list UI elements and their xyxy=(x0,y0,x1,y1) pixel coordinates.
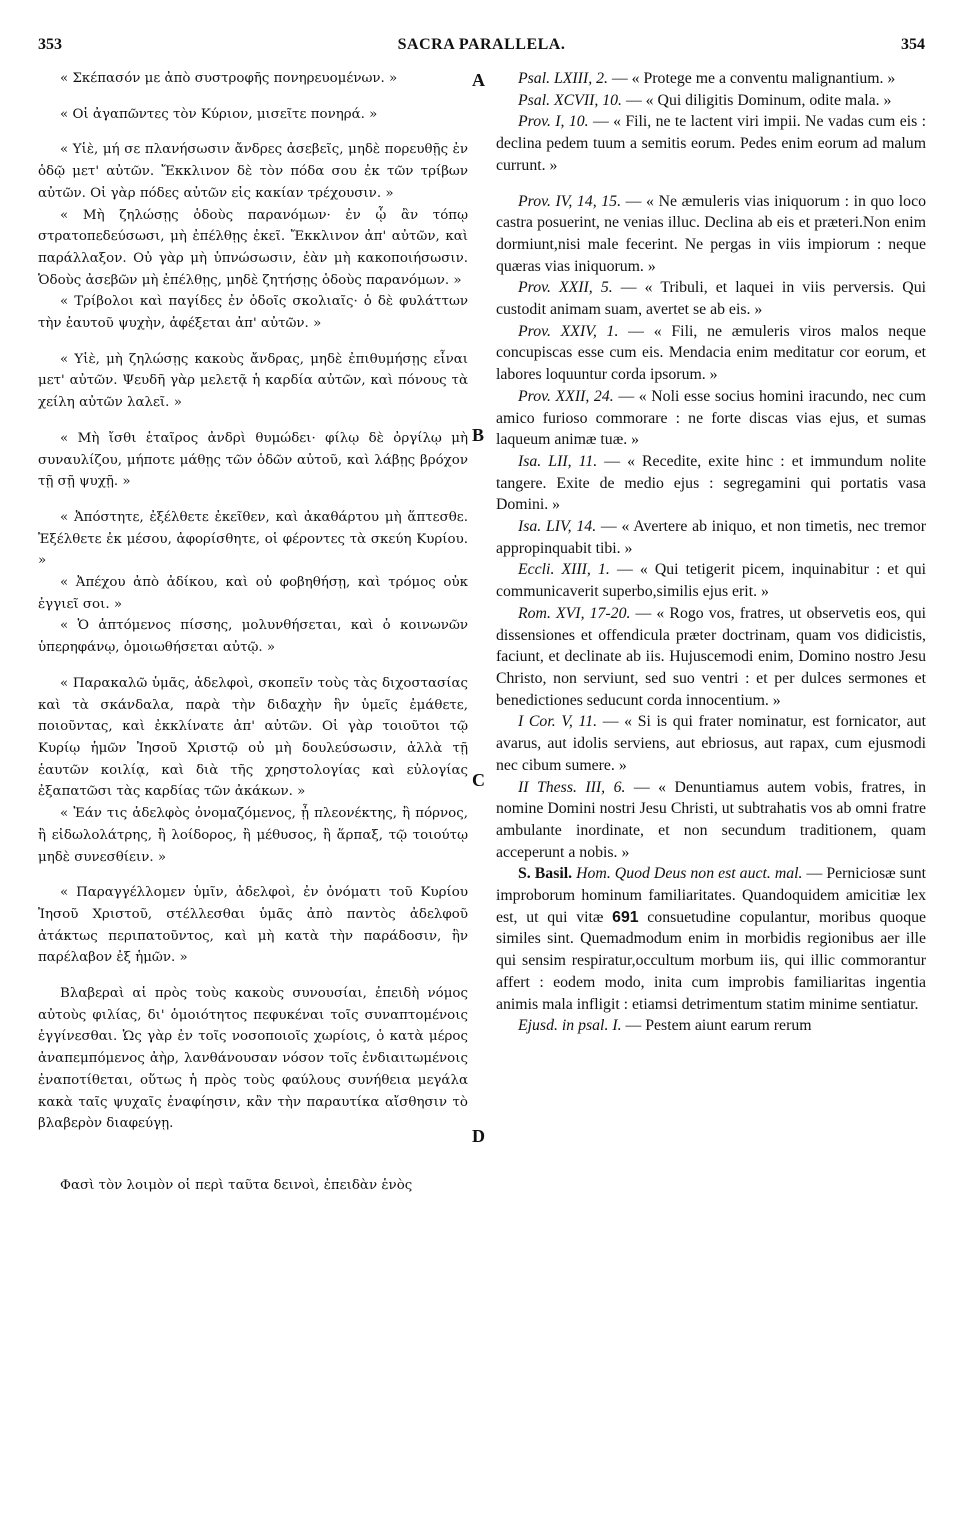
latin-text: consuetudine copulantur, moribus quoque similes sint. Quemadmodum enim in morbidis regionibus aer ille qui sensim respiratur,occultum morbum iis, qui illic commorantur affert : eodem modo, inita cum improbis familiaritas ingentia animis mala infligit : etiamsi detrimentum statim minime sentiatur. xyxy=(496,908,927,1013)
greek-paragraph: « Υἱὲ, μὴ ζηλώσῃς κακοὺς ἄνδρας, μηδὲ ἐπιθυμήσῃς εἶναι μετ' αὐτῶν. Ψευδῆ γὰρ μελετᾷ ἡ καρδία αὐτῶν, καὶ πόνους τὰ χείλη αὐτῶν λαλεῖ. » xyxy=(38,351,468,411)
latin-entry xyxy=(496,111,926,176)
latin-text: — « Fili, ne æmuleris viros malos neque concupiscas esse cum eis. Mendacia enim meditatur cor eorum, et labores loquuntur corda ipsorum. » xyxy=(496,322,926,384)
greek-paragraph: Βλαβεραὶ αἱ πρὸς τοὺς κακοὺς συνουσίαι, ἐπειδὴ νόμος αὐτοὺς φιλίας, δι' ὁμοιότητος πεφυκέναι τοῖς συναπτομένοις ἐγγίνεσθαι. Ὡς γὰρ ἐν τοῖς νοσοποιοῖς χωρίοις, ὁ κατὰ μέρος ἀναπεμπόμενος ἀὴρ, λανθάνουσαν νόσον τοῖς ἐνδιαιτωμένοις ἐναποτίθεται, οὕτως ἡ πρὸς τοὺς φαύλους συνήθεια μεγάλα κακὰ ταῖς ψυχαῖς ἐναφίησιν, κἂν τὴν παραυτίκα αἴσθησιν τὸ βλαβερὸν διαφεύγῃ. xyxy=(38,986,468,1132)
greek-paragraph: « Ἀπόστητε, ἐξέλθετε ἐκεῖθεν, καὶ ἀκαθάρτου μὴ ἅπτεσθε. Ἐξέλθετε ἐκ μέσου, ἀφορίσθητε, οἱ φέροντες τὰ σκεύη Κυρίου. » xyxy=(38,509,468,569)
greek-paragraph: « Παραγγέλλομεν ὑμῖν, ἀδελφοὶ, ἐν ὀνόματι τοῦ Κυρίου Ἰησοῦ Χριστοῦ, στέλλεσθαι ὑμᾶς ἀπὸ παντὸς ἀδελφοῦ ἀτάκτως περιπατοῦντος, καὶ μὴ κατὰ τὴν παράδοσιν, ἣν παρέλαβον ἐξ ἡμῶν. » xyxy=(38,885,468,966)
latin-entry xyxy=(496,451,926,516)
latin-entry xyxy=(496,191,926,278)
section-marker-c: C xyxy=(472,770,485,790)
latin-text: — « Recedite, exite hinc : et immundum nolite tangere. Exite de medio ejus : segregamini qui portatis vasa Domini. » xyxy=(496,452,926,514)
greek-paragraph: « Τρίβολοι καὶ παγίδες ἐν ὁδοῖς σκολιαῖς· ὁ δὲ φυλάττων τὴν ἑαυτοῦ ψυχὴν, ἀφέξεται ἀπ' αὐτῶν. » xyxy=(38,294,468,332)
latin-entry xyxy=(496,559,926,602)
latin-text: — « Ne æmuleris vias iniquorum : in quo loco castra posuerint, ne venias illuc. Declina ab eis et præteri.Non enim dormiunt,nisi male fecerint. Ne pergas in viis impiorum : neque quæras vias iniquorum. » xyxy=(496,192,926,275)
latin-entry xyxy=(496,711,926,776)
latin-text: — Pestem aiunt earum rerum xyxy=(625,1017,812,1035)
greek-column xyxy=(38,68,468,1197)
scripture-reference: Psal. XCVII, 10. xyxy=(518,91,622,109)
greek-paragraph: « Μὴ ἴσθι ἑταῖρος ἀνδρὶ θυμώδει· φίλῳ δὲ ὀργίλῳ μὴ συναυλίζου, μήποτε μάθῃς τῶν ὁδῶν αὐτοῦ, καὶ λάβῃς βρόχον τῇ σῇ ψυχῇ. » xyxy=(38,430,468,490)
scripture-reference: Prov. XXII, 24. xyxy=(518,387,614,405)
scripture-reference: Isa. LII, 11. xyxy=(518,452,598,470)
greek-paragraph: « Ἐάν τις ἀδελφὸς ὀνομαζόμενος, ᾖ πλεονέκτης, ἢ πόρνος, ἢ εἰδωλολάτρης, ἢ λοίδορος, ἢ μέθυσος, ἢ ἅρπαξ, τῷ τοιούτῳ μηδὲ συνεσθίειν. » xyxy=(38,806,468,865)
latin-column xyxy=(496,68,926,1037)
running-header xyxy=(38,36,925,60)
scripture-reference: Prov. I, 10. xyxy=(518,113,589,131)
running-title: SACRA PARALLELA. xyxy=(397,36,566,53)
greek-paragraph: « Μὴ ζηλώσῃς ὁδοὺς παρανόμων· ἐν ᾧ ἂν τόπῳ στρατοπεδεύσωσι, μὴ ἐπέλθῃς ἐκεῖ. Ἔκκλινον ἀπ' αὐτῶν, καὶ παράλλαξον. Οὐ γὰρ μὴ ὑπνώσωσιν, ἐὰν μὴ κακοποιήσωσιν. Ὁδοὺς ἀσεβῶν μὴ ἐπέλθῃς, μηδὲ ζητήσῃς ὁδοὺς παρανόμων. » xyxy=(38,207,468,288)
latin-text: — « Avertere ab iniquo, et non timetis, nec tremor appropinquabit tibi. » xyxy=(496,518,926,557)
scripture-reference: Prov. IV, 14, 15. xyxy=(518,192,622,210)
latin-text: — « Rogo vos, fratres, ut observetis eos, qui dissensiones et offendicula præter doctrinam, quam vos didicistis, faciunt, et declinate ab iis. Hujuscemodi enim, Domino nostro Jesu Christo, non serviunt, sed suo ventri : et per dulces sermones et benedictiones seducunt corda innocentium. » xyxy=(496,604,926,709)
scripture-reference: Prov. XXII, 5. xyxy=(518,279,613,297)
latin-text: — « Protege me a conventu malignantium. » xyxy=(611,70,896,87)
homily-reference: Hom. Quod Deus non est auct. mal. xyxy=(576,865,803,883)
greek-paragraph: « Σκέπασόν με ἀπὸ συστροφῆς πονηρευομένων. » xyxy=(60,71,398,86)
section-marker-b: B xyxy=(472,425,485,445)
latin-entry-basil xyxy=(496,863,926,1015)
greek-paragraph: « Ὁ ἁπτόμενος πίσσης, μολυνθήσεται, καὶ ὁ κοινωνῶν ὑπερηφάνῳ, ὁμοιωθήσεται αὐτῷ. » xyxy=(38,618,468,656)
latin-text: — « Qui diligitis Dominum, odite mala. » xyxy=(625,91,892,109)
scripture-reference: Psal. LXIII, 2. xyxy=(518,70,608,87)
homily-reference: Ejusd. in psal. I. xyxy=(518,1017,622,1035)
latin-entry xyxy=(496,777,926,864)
scripture-reference: II Thess. III, 6. xyxy=(518,778,626,796)
latin-entry xyxy=(496,90,926,112)
latin-entry xyxy=(496,321,926,386)
scripture-reference: Isa. LIV, 14. xyxy=(518,518,597,536)
section-marker-d: D xyxy=(472,1126,485,1146)
scripture-reference: Prov. XXIV, 1. xyxy=(518,322,619,340)
latin-entry-ejusd xyxy=(496,1015,926,1037)
latin-text: — « Denuntiamus autem vobis, fratres, in nomine Domini nostri Jesu Christi, ut subtrahatis vos ab omni fratre ambulante inordinate, et non secundum traditionem, quam acceperunt a nobis. » xyxy=(496,778,927,861)
latin-entry xyxy=(496,277,926,320)
scripture-reference: I Cor. V, 11. xyxy=(518,713,598,731)
latin-text: — « Si is qui frater nominatur, est fornicator, aut avarus, aut idolis serviens, aut ebriosus, aut rapax, cum ejusmodi nec cibum sumere. » xyxy=(496,713,926,774)
greek-paragraph: « Υἱὲ, μή σε πλανήσωσιν ἄνδρες ἀσεβεῖς, μηδὲ πορευθῇς ἐν ὁδῷ μετ' αὐτῶν. Ἔκκλινον δὲ τὸν πόδα σου ἐκ τῶν τρίβων αὐτῶν. Οἱ γὰρ πόδες αὐτῶν εἰς κακίαν τρέχουσιν. » xyxy=(38,142,468,201)
section-marker-a: A xyxy=(472,70,485,90)
folio-number: 691 xyxy=(612,908,639,926)
scripture-reference: Eccli. XIII, 1. xyxy=(518,561,610,579)
page-number-left: 353 xyxy=(38,36,62,53)
author-name: S. Basil. xyxy=(518,865,573,883)
latin-entry xyxy=(496,603,926,712)
greek-paragraph: « Ἀπέχου ἀπὸ ἀδίκου, καὶ οὐ φοβηθήσῃ, καὶ τρόμος οὐκ ἐγγιεῖ σοι. » xyxy=(38,575,468,612)
latin-text: — « Noli esse socius homini iracundo, nec cum amico furioso commorare : ne forte discas vias ejus, et sumas laqueum animæ tuæ. » xyxy=(496,387,927,449)
latin-text: — « Fili, ne te lactent viri impii. Ne vadas cum eis : declina pedem tuum a semitis eorum. Pedes enim eorum ad malum currunt. » xyxy=(496,113,926,174)
greek-paragraph: Φασὶ τὸν λοιμὸν οἱ περὶ ταῦτα δεινοὶ, ἐπειδὰν ἑνὸς xyxy=(60,1177,413,1193)
greek-paragraph: « Παρακαλῶ ὑμᾶς, ἀδελφοὶ, σκοπεῖν τοὺς τὰς διχοστασίας καὶ τὰ σκάνδαλα, παρὰ τὴν διδαχὴν ἣν ὑμεῖς ἐμάθετε, ποιοῦντας, καὶ ἐκκλίνατε ἀπ' αὐτῶν. Οἱ γὰρ τοιοῦτοι τῷ Κυρίῳ ἡμῶν Ἰησοῦ Χριστῷ οὐ μὴ δουλεύσωσιν, ἀλλὰ τῇ ἑαυτῶν κοιλίᾳ, καὶ διὰ τῆς χρηστολογίας καὶ εὐλογίας ἐξαπατῶσι τὰς καρδίας τῶν ἀκάκων. » xyxy=(38,675,468,800)
latin-text: — « Qui tetigerit picem, inquinabitur : et qui communicaverit superbo,similis ejus erit. » xyxy=(496,561,926,601)
latin-text: — Perniciosæ sunt improborum hominum familiaritates. Quandoquidem amicitiæ lex est, ut qui vitæ xyxy=(496,865,927,926)
latin-text: — « Tribuli, et laquei in viis perversis. Qui custodit animam suam, avertet se ab eis. » xyxy=(496,279,926,319)
scripture-reference: Rom. XVI, 17-20. xyxy=(518,604,631,622)
latin-entry xyxy=(496,68,926,90)
page-number-right: 354 xyxy=(901,36,925,53)
greek-paragraph: « Οἱ ἀγαπῶντες τὸν Κύριον, μισεῖτε πονηρά. » xyxy=(60,106,378,122)
latin-entry xyxy=(496,386,926,451)
latin-entry xyxy=(496,516,926,559)
